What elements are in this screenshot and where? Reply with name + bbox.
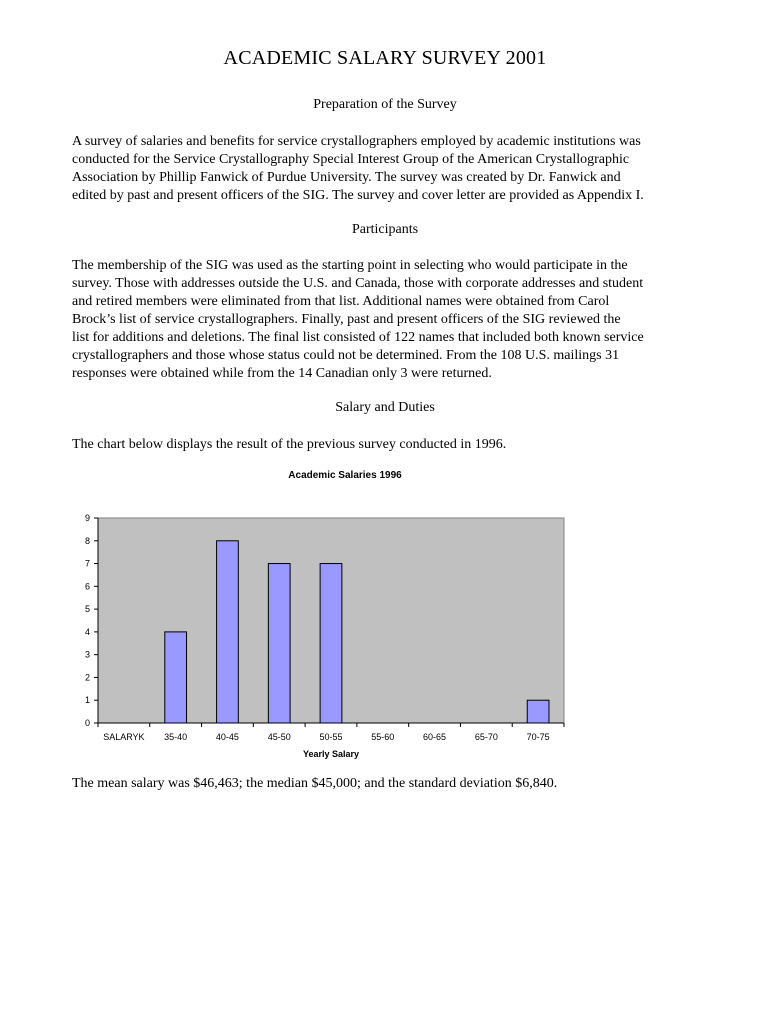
document-title: ACADEMIC SALARY SURVEY 2001 <box>223 47 547 69</box>
x-tick-label: 60-65 <box>423 732 447 742</box>
section-heading-salary: Salary and Duties <box>335 400 435 415</box>
y-tick-label: 1 <box>84 695 90 706</box>
y-tick-label: 6 <box>84 581 90 592</box>
x-tick-label: 45-50 <box>267 732 291 742</box>
y-tick-label: 8 <box>84 535 90 546</box>
bar-50-55 <box>320 564 342 723</box>
paragraph-summary: The mean salary was $46,463; the median $45,000; and the standard deviation $6,840. <box>72 776 558 791</box>
chart-title: Academic Salaries 1996 <box>288 470 402 481</box>
x-tick-label: 65-70 <box>474 732 498 742</box>
salary-bar-chart <box>60 458 590 768</box>
y-tick-label: 7 <box>84 558 90 569</box>
x-tick-label: 50-55 <box>319 732 343 742</box>
section-heading-participants: Participants <box>351 222 419 237</box>
x-tick-label: 40-45 <box>215 732 239 742</box>
y-tick-label: 3 <box>84 649 90 660</box>
bar-35-40 <box>165 632 187 723</box>
y-tick-label: 0 <box>84 718 90 728</box>
section-heading-preparation: Preparation of the Survey <box>313 97 457 112</box>
paragraph-participants: The membership of the SIG was used as the starting point in selecting who would participate in the survey. Those with addresses outside the U.S. and Canada, those with corporate addresses and student and retired members were eliminated from that list. Additional names were obtained from Carol Brock’s list of service crystallographers. Finally, past and present officers of the SIG reviewed the list for additions and deletions. The final list consisted of 122 names that included both known service crystallographers and those whose status could not be determined. From the 108 U.S. mailings 31 responses were obtained while from the 14 Canadian only 3 were returned. <box>72 258 644 381</box>
bar-45-50 <box>268 564 290 723</box>
x-tick-label: SALARYK <box>103 732 145 742</box>
x-axis-label: Yearly Salary <box>302 749 360 759</box>
bar-70-75 <box>527 700 549 723</box>
y-tick-label: 9 <box>84 513 90 523</box>
x-tick-label: 55-60 <box>371 732 395 742</box>
paragraph-preparation: A survey of salaries and benefits for service crystallographers employed by academic institutions was conducted for the Service Crystallography Special Interest Group of the American Crystallographic Association by Phillip Fanwick of Purdue University. The survey was created by Dr. Fanwick and edited by past and present officers of the SIG. The survey and cover letter are provided as Appendix I. <box>72 134 644 203</box>
paragraph-salary: The chart below displays the result of the previous survey conducted in 1996. <box>72 437 507 452</box>
x-tick-label: 70-75 <box>526 732 550 742</box>
y-tick-label: 2 <box>84 672 90 683</box>
y-tick-label: 5 <box>84 604 90 615</box>
y-tick-label: 4 <box>84 626 90 637</box>
x-tick-label: 35-40 <box>164 732 188 742</box>
bar-40-45 <box>217 541 239 723</box>
